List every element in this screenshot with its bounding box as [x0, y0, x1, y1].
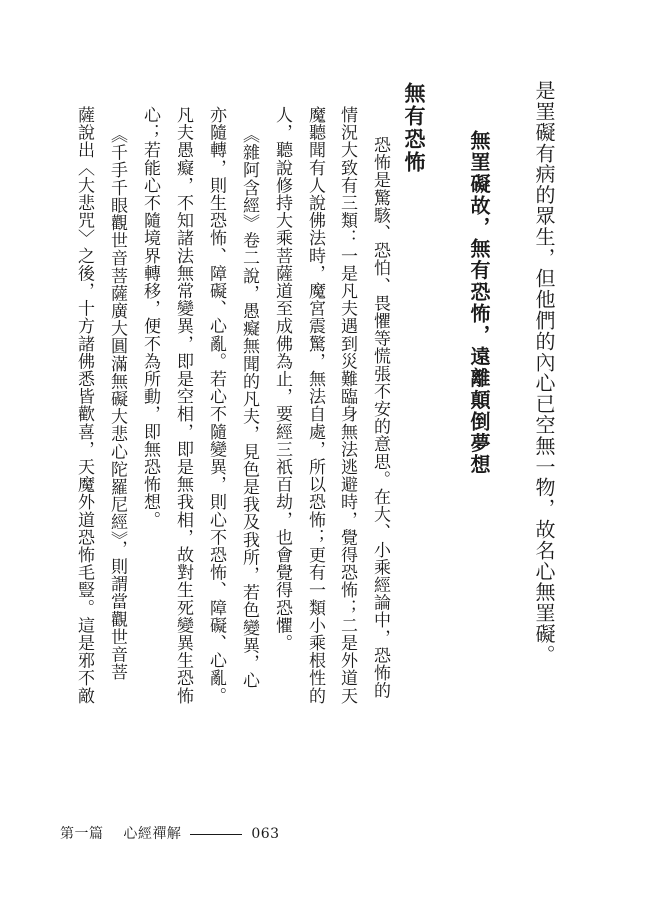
- text-column-1: 是罣礙有病的眾生，但他們的內心已空無一物，故名心無罣礙。: [532, 80, 556, 666]
- page-footer: [60, 823, 280, 843]
- text-column-13: 薩說出〈大悲咒〉之後，十方諸佛悉皆歡喜，天魔外道恐怖毛豎。這是邪不敵: [74, 106, 94, 705]
- text-column-12: 《千手千眼觀世音菩薩廣大圓滿無礙大悲心陀羅尼經》，則謂當觀世音菩: [107, 126, 127, 681]
- text-column-4: 恐怖是驚駭、恐怕、畏懼等慌張不安的意思。在大、小乘經論中，恐怖的: [370, 136, 390, 700]
- section-heading: 無有恐怖: [402, 82, 426, 174]
- sutra-verse: 無罣礙故，無有恐怖，遠離顛倒夢想: [467, 130, 491, 476]
- page-number: 063: [251, 826, 280, 842]
- text-column-7: 人，聽說修持大乘菩薩道至成佛為止，要經三祇百劫，也會覺得恐懼。: [272, 106, 292, 652]
- text-column-11: 心；若能心不隨境界轉移，便不為所動，即無恐怖想。: [140, 106, 160, 529]
- text-column-5: 情況大致有三類：一是凡夫遇到災難臨身無法逃避時，覺得恐怖；二是外道天: [337, 106, 357, 705]
- footer-rule: [190, 834, 242, 835]
- footer-title: 心經禪解: [123, 826, 182, 842]
- text-column-9: 亦隨轉，則生恐怖、障礙、心亂。若心不隨變異，則心不恐怖、障礙、心亂。: [206, 106, 226, 705]
- footer-part: 第一篇: [60, 826, 104, 842]
- text-column-8: 《雜阿含經》卷二說，愚癡無聞的凡夫，見色是我及我所，若色變異，心: [239, 126, 259, 690]
- text-column-10: 凡夫愚癡，不知諸法無常變異，即是空相，即是無我相，故對生死變異生恐怖: [173, 106, 193, 705]
- text-column-6: 魔聽聞有人說佛法時，魔宮震驚，無法自處，所以恐怖；更有一類小乘根性的: [305, 106, 325, 705]
